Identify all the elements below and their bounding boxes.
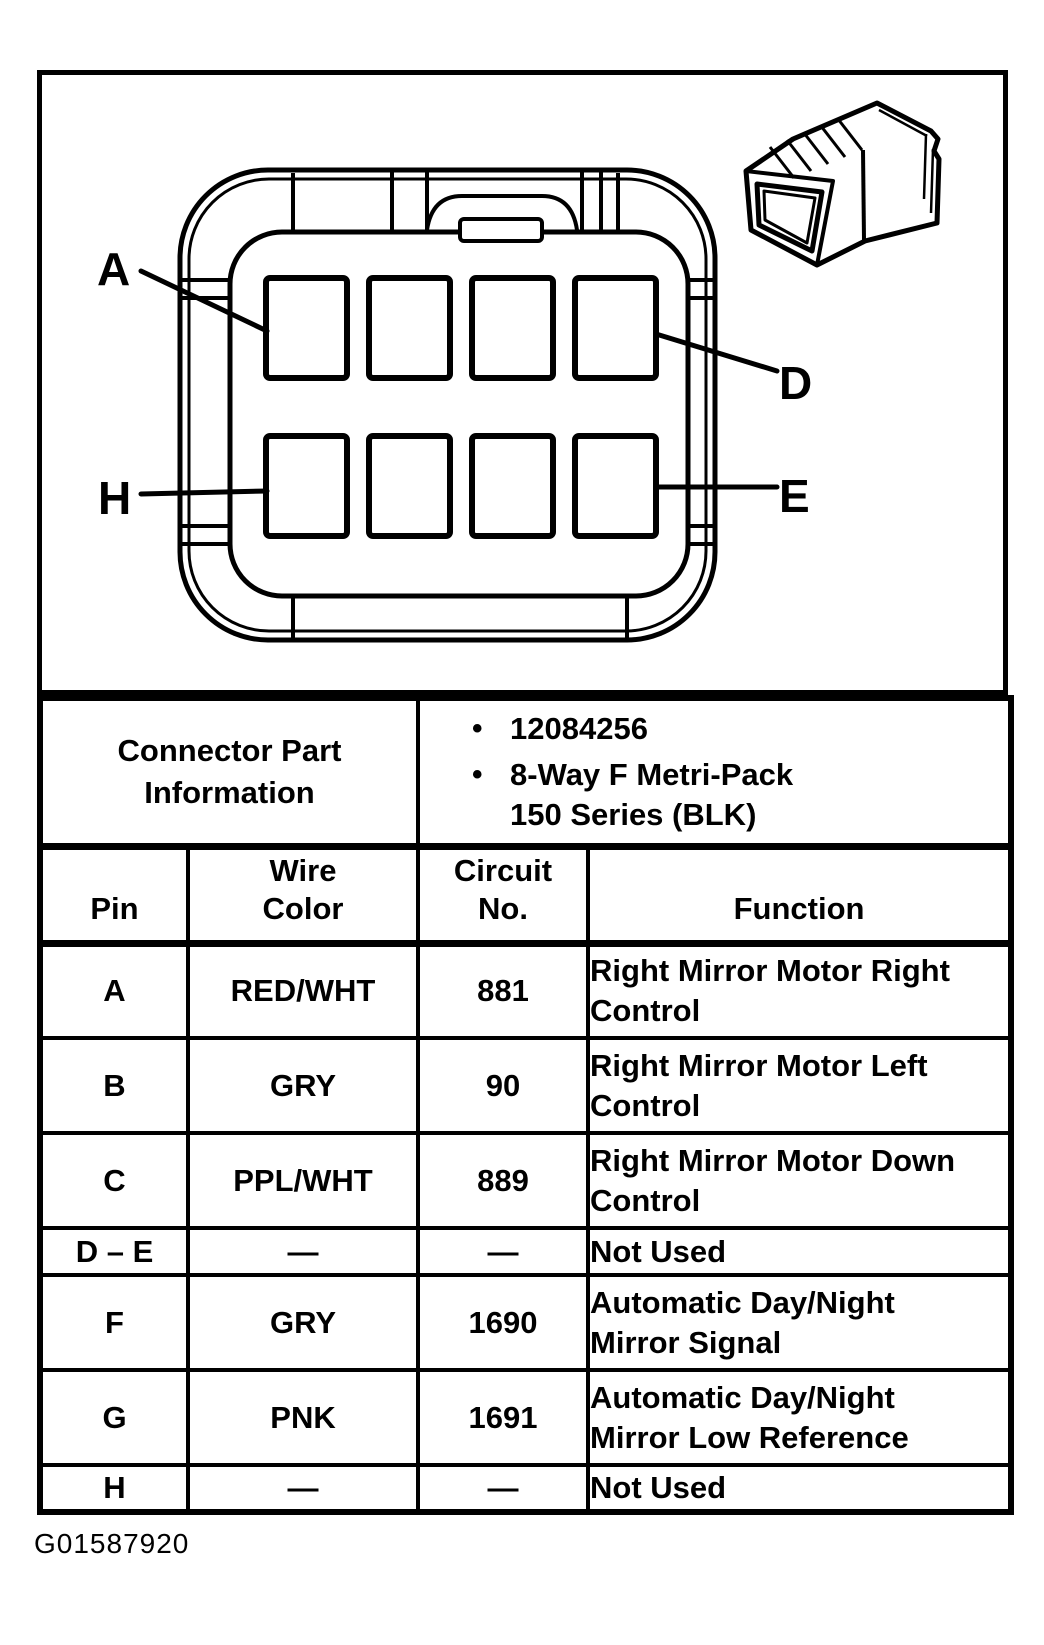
part-description-item [472,755,1008,835]
wire-color-cell: — [188,1228,418,1275]
wire-color-cell: RED/WHT [188,943,418,1038]
connector-pinout-table [37,695,1014,1515]
table-row [40,1275,1011,1370]
function-cell: Not Used [588,1228,1011,1275]
leader-lines [141,271,777,494]
part-number-list [420,709,1008,835]
connector-figure [37,70,1008,695]
function-cell: Not Used [588,1465,1011,1512]
pin-cavity [369,436,450,536]
circuit-cell: 1690 [418,1275,588,1370]
pin-cavity [369,278,450,378]
connector-isometric-view [746,103,939,265]
pin-cavity [575,278,656,378]
figure-id-caption: G01587920 [34,1528,190,1559]
pin-cavity [575,436,656,536]
circuit-cell: 1691 [418,1370,588,1465]
pin-cell: G [40,1370,188,1465]
table-row [40,1370,1011,1465]
function-cell: Automatic Day/Night Mirror Low Reference [588,1370,1011,1465]
index-tab [460,219,542,241]
function-cell: Right Mirror Motor Down Control [588,1133,1011,1228]
latch-details [293,172,618,230]
wire-color-cell: — [188,1465,418,1512]
circuit-cell: 889 [418,1133,588,1228]
part-description-line1: 8-Way F Metri-Pack [510,756,794,792]
function-cell: Automatic Day/Night Mirror Signal [588,1275,1011,1370]
connector-shell [180,170,715,640]
column-header-circuit-no: Circuit No. [418,846,588,943]
pin-cell: A [40,943,188,1038]
function-cell: Right Mirror Motor Left Control [588,1038,1011,1133]
pin-cell: C [40,1133,188,1228]
leader-line-h [141,491,267,494]
pin-cell: D – E [40,1228,188,1275]
column-header-function: Function [588,846,1011,943]
circuit-cell: — [418,1465,588,1512]
pin-cell: H [40,1465,188,1512]
wire-color-cell: PNK [188,1370,418,1465]
wire-color-cell: GRY [188,1038,418,1133]
table-row [40,1038,1011,1133]
table-row [40,1465,1011,1512]
function-cell: Right Mirror Motor Right Control [588,943,1011,1038]
bullet-icon: • [472,711,483,745]
pin-cavity [266,436,347,536]
pin-cavity [266,278,347,378]
circuit-cell: 881 [418,943,588,1038]
part-info-detail-cell [418,698,1011,846]
circuit-cell: 90 [418,1038,588,1133]
pin-label-h: H [98,472,132,524]
pin-cavity [472,436,553,536]
connector-face-drawing [42,75,1003,690]
pin-cell: F [40,1275,188,1370]
bullet-icon: • [472,757,483,791]
table-row [40,1133,1011,1228]
table-row [40,943,1011,1038]
wire-color-cell: GRY [188,1275,418,1370]
part-info-title-line1: Connector Part [117,732,342,768]
part-number-item [472,709,1008,749]
column-header-wire-color: Wire Color [188,846,418,943]
pin-cavities [266,278,656,536]
part-number: 12084256 [510,710,648,746]
pin-cavity [472,278,553,378]
wire-color-cell: PPL/WHT [188,1133,418,1228]
pin-label-d: D [779,357,813,409]
circuit-cell: — [418,1228,588,1275]
part-info-row [40,698,1011,846]
part-info-title-cell [40,698,418,846]
pin-label-a: A [97,243,131,295]
table-row [40,1228,1011,1275]
part-description-line2: 150 Series (BLK) [510,796,757,832]
pin-label-e: E [779,470,810,522]
pin-cell: B [40,1038,188,1133]
part-info-title-line2: Information [144,774,315,810]
column-header-row [40,846,1011,943]
column-header-pin: Pin [40,846,188,943]
